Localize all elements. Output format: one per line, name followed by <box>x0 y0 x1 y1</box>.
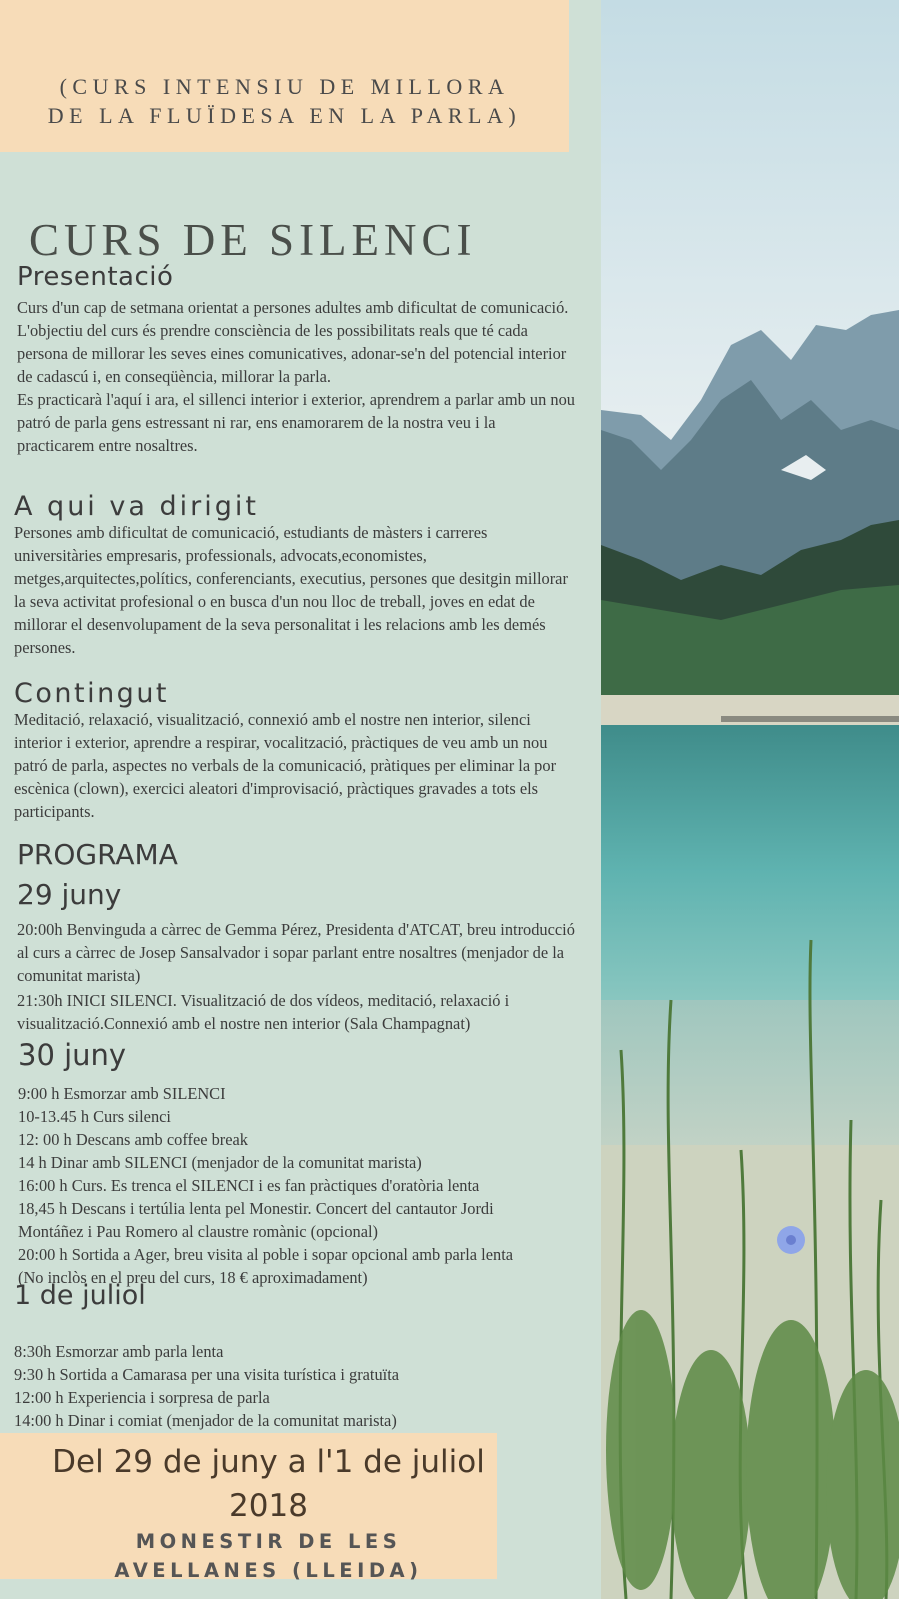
schedule-item: 12: 00 h Descans amb coffee break <box>18 1130 248 1149</box>
day3-schedule <box>14 1340 574 1432</box>
schedule-item: 9:30 h Sortida a Camarasa per una visita turística i gratuïta <box>14 1365 400 1384</box>
event-dates: Del 29 de juny a l'1 de juliol <box>52 1444 485 1480</box>
presentacio-paragraph-1: Curs d'un cap de setmana orientat a persones adultes amb dificultat de comunicació. L'objectiu del curs és prendre consciència de les possibilitats reals que té cada persona de millorar les seves eines comunicatives, adonar-se'n del potencial interior de cadascú i, en conseqüència, millorar la parla. <box>17 298 569 386</box>
schedule-item: 14 h Dinar amb SILENCI (menjador de la comunitat marista) <box>18 1153 422 1172</box>
heading-day-30-juny: 30 juny <box>18 1038 127 1072</box>
schedule-item: 8:30h Esmorzar amb parla lenta <box>14 1342 224 1361</box>
top-banner <box>0 0 569 152</box>
heading-a-qui-va-dirigit: A qui va dirigit <box>14 491 259 522</box>
presentacio-paragraph-2: Es practicarà l'aquí i ara, el sillenci interior i exterior, aprendrem a parlar amb un nou patró de parla gens estressant ni rar, ens enamorarem de la nostra veu i la practicarem entre nosaltres. <box>17 390 575 455</box>
schedule-item: Montáñez i Pau Romero al claustre romànic (opcional) <box>18 1222 379 1241</box>
day1-item-2: 21:30h INICI SILENCI. Visualització de dos vídeos, meditació, relaxació i visualització.Connexió amb el nostre nen interior (Sala Champagnat) <box>17 991 510 1033</box>
course-subtitle <box>0 72 569 130</box>
a-qui-text: Persones amb dificultat de comunicació, estudiants de màsters i carreres universitàries empresaris, professionals, advocats,economistes, metges,arquitectes,polítics, conferenciants, executius, persones que desitgin millorar la seva activitat profesional o en busca d'un nou lloc de treball, joves en edat de millorar el desenvolupament de la seva personalitat i les relacions amb les demés persones. <box>14 523 568 657</box>
schedule-item: 18,45 h Descans i tertúlia lenta pel Monestir. Concert del cantautor Jordi <box>18 1199 494 1218</box>
heading-presentacio: Presentació <box>17 262 174 292</box>
schedule-item: 14:00 h Dinar i comiat (menjador de la comunitat marista) <box>14 1411 397 1430</box>
venue-line-2: AVELLANES (LLEIDA) <box>114 1559 423 1582</box>
heading-day-29-juny: 29 juny <box>17 878 122 911</box>
heading-day-1-juliol: 1 de juliol <box>14 1280 146 1311</box>
day1-item-1: 20:00h Benvinguda a càrrec de Gemma Pérez, Presidenta d'ATCAT, breu introducció al curs a càrrec de Josep Sansalvador i sopar parlant entre nosaltres (menjador de la comunitat marista) <box>17 920 575 985</box>
lake-mountain-photo <box>601 0 899 1599</box>
event-year: 2018 <box>229 1488 308 1524</box>
subtitle-line-2: DE LA FLUÏDESA EN LA PARLA) <box>47 103 522 128</box>
contingut-text: Meditació, relaxació, visualització, connexió amb el nostre nen interior, silenci interior i exterior, aprendre a respirar, vocalització, pràctiques de veu amb un nou patró de parla, aspectes no verbals de la comunicació, pràtiques per eliminar la por escènica (clown), exercici aleatori d'improvisació, pràctiques gravades a tots els participants. <box>14 710 557 821</box>
schedule-item: (No inclòs en el preu del curs, 18 € aproximadament) <box>18 1268 368 1287</box>
venue-line-1: MONESTIR DE LES <box>135 1530 402 1553</box>
schedule-item: 20:00 h Sortida a Ager, breu visita al poble i sopar opcional amb parla lenta <box>18 1245 514 1264</box>
schedule-item: 10-13.45 h Curs silenci <box>18 1107 171 1126</box>
heading-contingut: Contingut <box>14 678 170 709</box>
page-title: CURS DE SILENCI <box>29 215 477 265</box>
schedule-item: 12:00 h Experiencia i sorpresa de parla <box>14 1388 270 1407</box>
schedule-item: 9:00 h Esmorzar amb SILENCI <box>18 1084 226 1103</box>
subtitle-line-1: (CURS INTENSIU DE MILLORA <box>59 74 510 99</box>
heading-programa: PROGRAMA <box>17 838 178 871</box>
day2-schedule <box>18 1082 603 1289</box>
presentacio-text <box>17 296 577 457</box>
schedule-item: 16:00 h Curs. Es trenca el SILENCI i es fan pràctiques d'oratòria lenta <box>18 1176 480 1195</box>
